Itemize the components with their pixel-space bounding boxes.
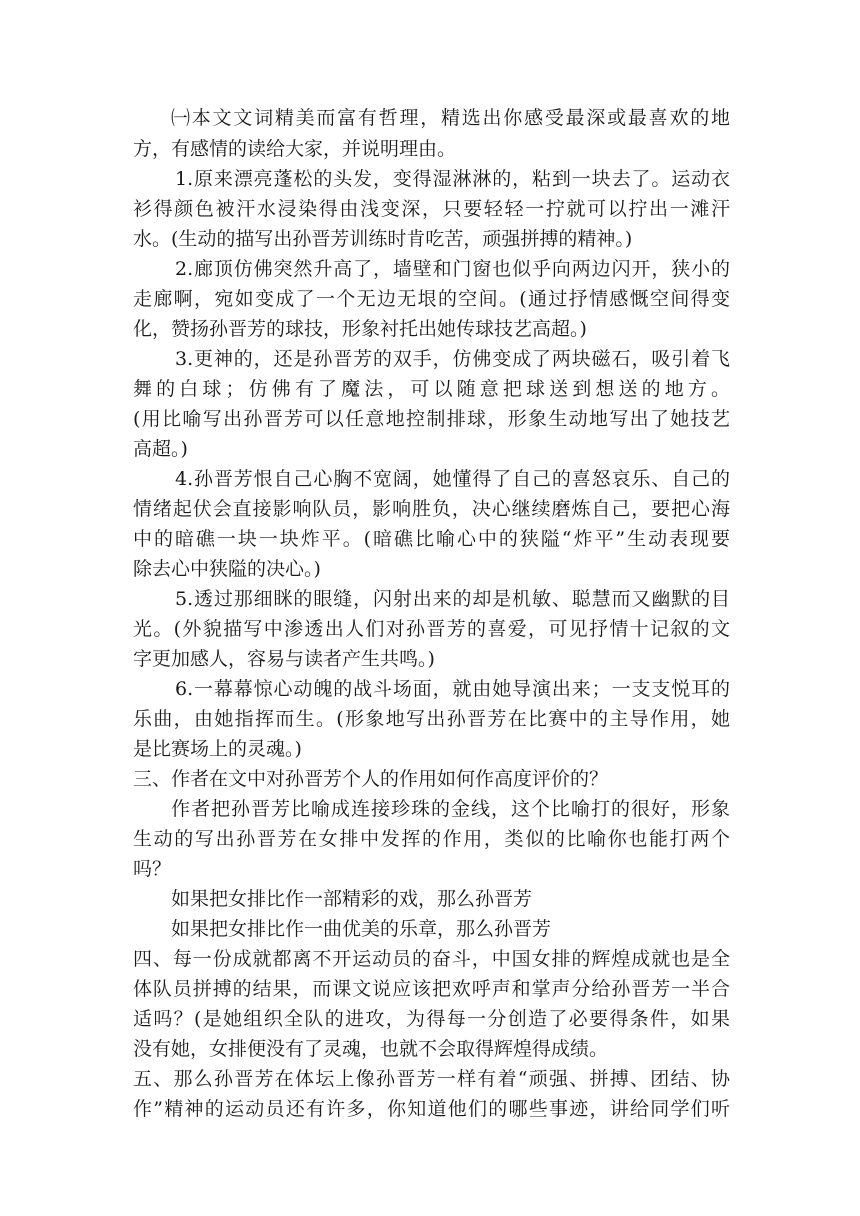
text-line: 吗？	[133, 858, 172, 880]
section-heading: 五、那么孙晋芳在体坛上像孙晋芳一样有着“顽强、拼搏、团结、协	[133, 1068, 730, 1090]
text-line: 如果把女排比作一曲优美的乐章，那么孙晋芳	[171, 918, 552, 940]
text-line: 适吗？(是她组织全队的进攻，为得每一分创造了必要得条件，如果	[133, 1008, 730, 1030]
text-line: 4.孙晋芳恨自己心胸不宽阔，她懂得了自己的喜怒哀乐、自己的	[175, 468, 730, 490]
text-line: 方，有感情的读给大家，并说明理由。	[133, 138, 457, 160]
text-line: 化，赞扬孙晋芳的球技，形象衬托出她传球技艺高超。)	[133, 318, 587, 340]
text-line: 5.透过那细眯的眼缝，闪射出来的却是机敏、聪慧而又幽默的目	[175, 588, 730, 610]
text-line: 走廊啊，宛如变成了一个无边无垠的空间。(通过抒情感慨空间得变	[133, 288, 730, 310]
text-line: 情绪起伏会直接影响队员，影响胜负，决心继续磨炼自己，要把心海	[133, 498, 730, 520]
text-line: 作”精神的运动员还有许多，你知道他们的哪些事迹，讲给同学们听	[133, 1098, 730, 1120]
text-line: 1.原来漂亮蓬松的头发，变得湿淋淋的，粘到一块去了。运动衣	[175, 168, 730, 190]
text-line: 3.更神的，还是孙晋芳的双手，仿佛变成了两块磁石，吸引着飞	[175, 348, 730, 370]
section-heading: 四、每一份成就都离不开运动员的奋斗，中国女排的辉煌成就也是全	[133, 948, 730, 970]
text-line: 乐曲，由她指挥而生。(形象地写出孙晋芳在比赛中的主导作用，她	[133, 708, 730, 730]
text-line: ㈠本文文词精美而富有哲理，精选出你感受最深或最喜欢的地	[171, 107, 730, 129]
text-line: 6.一幕幕惊心动魄的战斗场面，就由她导演出来；一支支悦耳的	[175, 678, 730, 700]
text-line: 体队员拼搏的结果，而课文说应该把欢呼声和掌声分给孙晋芳一半合	[133, 978, 730, 1000]
text-line: 水。(生动的描写出孙晋芳训练时肯吃苦，顽强拼搏的精神。)	[133, 228, 633, 250]
text-line: 高超。)	[133, 438, 188, 460]
text-line: 衫得颜色被汗水浸染得由浅变深，只要轻轻一拧就可以拧出一滩汗	[133, 198, 730, 220]
text-line: 生动的写出孙晋芳在女排中发挥的作用，类似的比喻你也能打两个	[133, 828, 730, 850]
text-line: 是比赛场上的灵魂。)	[133, 738, 302, 760]
text-line: 舞的白球；仿佛有了魔法，可以随意把球送到想送的地方。	[133, 378, 730, 400]
text-line: 没有她，女排便没有了灵魂，也就不会取得辉煌得成绩。	[133, 1038, 609, 1060]
text-line: 如果把女排比作一部精彩的戏，那么孙晋芳	[171, 888, 533, 910]
text-line: 中的暗礁一块一块炸平。(暗礁比喻心中的狭隘“炸平”生动表现要	[133, 528, 730, 550]
section-heading: 三、作者在文中对孙晋芳个人的作用如何作高度评价的？	[133, 768, 609, 790]
text-line: 字更加感人，容易与读者产生共鸣。)	[133, 648, 435, 670]
text-line: 除去心中狭隘的决心。)	[133, 558, 321, 580]
text-line: 2.廊顶仿佛突然升高了，墙壁和门窗也似乎向两边闪开，狭小的	[175, 258, 730, 280]
text-line: (用比喻写出孙晋芳可以任意地控制排球，形象生动地写出了她技艺	[133, 408, 730, 430]
text-line: 作者把孙晋芳比喻成连接珍珠的金线，这个比喻打的很好，形象	[171, 798, 730, 820]
text-line: 光。(外貌描写中渗透出人们对孙晋芳的喜爱，可见抒情十记叙的文	[133, 618, 730, 640]
